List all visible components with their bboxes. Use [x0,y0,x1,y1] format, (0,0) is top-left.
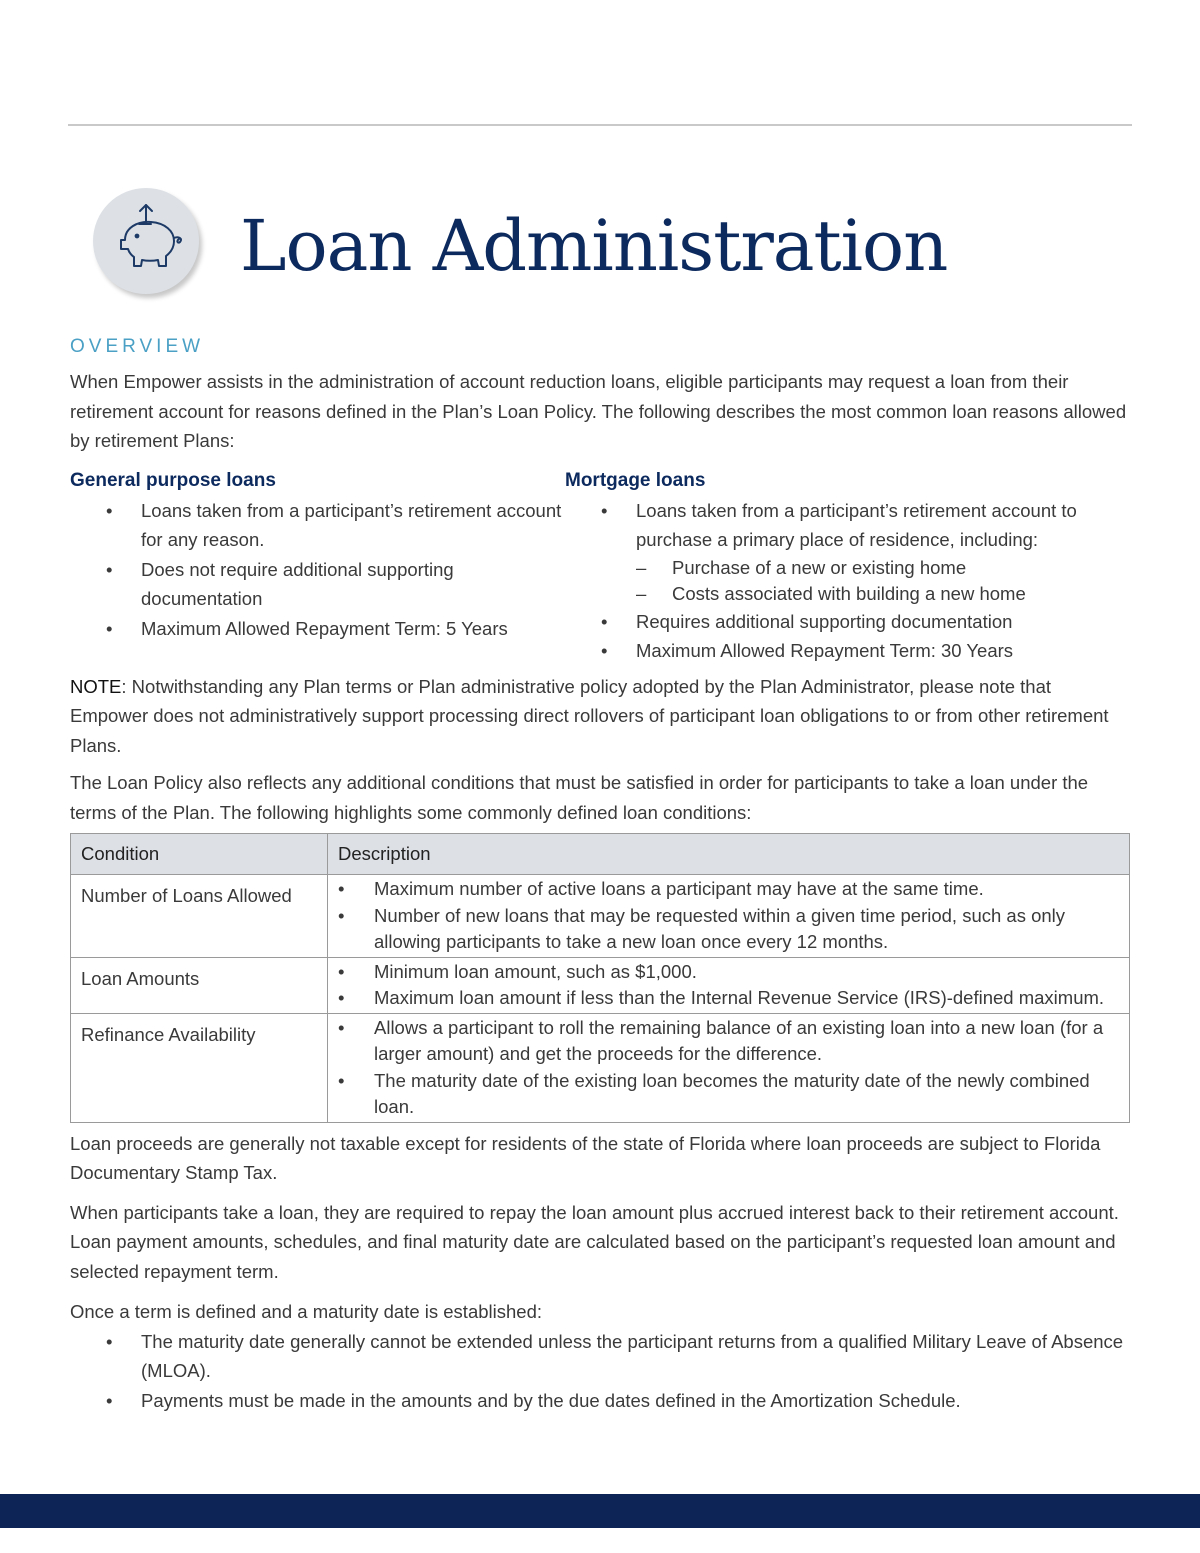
proceeds-paragraph: Loan proceeds are generally not taxable except for residents of the state of Florida where loan proceeds are subject to Florida Documentary Stamp Tax. [70,1132,1101,1183]
description-item: • Allows a participant to roll the remaining balance of an existing loan into a new loan (for a larger amount) and get the proceeds for the difference. [328,1015,1121,1068]
mortgage-list [565,496,1132,666]
description-list [328,959,1121,1012]
repayment-paragraph: When participants take a loan, they are required to repay the loan amount plus accrued interest back to their retirement account. Loan payment amounts, schedules, and final maturity date are calculated based on the participant’s requested loan amount and selected repayment term. [70,1201,1119,1282]
overview-heading: OVERVIEW [70,336,205,357]
list-item-text: Loans taken from a participant’s retirement account to purchase a primary place of residence, including: [636,499,1077,550]
description-list [328,876,1121,956]
footer-bar [0,1494,1200,1528]
general-purpose-heading: General purpose loans [70,469,276,491]
column-header-description: Description [328,834,1130,875]
overview-intro: When Empower assists in the administration of account reduction loans, eligible participants may request a loan from their retirement account for reasons defined in the Plan’s Loan Policy. The following describes the most common loan reasons allowed by retirement Plans: [70,371,1127,451]
list-item: • Payments must be made in the amounts and by the due dates defined in the Amortization Schedule. [70,1386,1132,1416]
note-paragraph [70,672,1132,761]
description-item: • Number of new loans that may be requested within a given time period, such as only allowing participants to take a new loan once every 12 months. [328,903,1121,956]
note-label: NOTE [70,675,122,697]
condition-cell: Loan Amounts [71,957,328,1013]
list-item [565,496,1132,607]
sub-list-item: – Purchase of a new or existing home [636,555,1132,581]
list-item: • The maturity date generally cannot be extended unless the participant returns from a qualified Military Leave of Absence (MLOA). [70,1327,1132,1386]
general-purpose-list [70,496,565,644]
piggy-bank-withdraw-icon [93,188,199,294]
list-item: • Does not require additional supporting documentation [70,555,565,614]
loan-types [70,466,1132,666]
table-row [71,957,1130,1013]
page-title: Loan Administration [240,205,948,287]
mortgage-sub-list [636,555,1132,607]
table-row [71,875,1130,958]
maturity-list [70,1327,1132,1416]
condition-cell: Refinance Availability [71,1013,328,1122]
mortgage-section [565,466,1132,666]
description-list [328,1015,1121,1121]
note-text: : Notwithstanding any Plan terms or Plan administrative policy adopted by the Plan Administrator, please note that Empower does not administratively support processing direct rollovers of participant loan obligations to or from other retirement Plans. [70,675,1109,756]
loan-policy-paragraph: The Loan Policy also reflects any additional conditions that must be satisfied in order for participants to take a loan under the terms of the Plan. The following highlights some commonly defined loan conditions: [70,772,1089,823]
list-item: • Maximum Allowed Repayment Term: 5 Years [70,614,565,644]
top-divider [68,124,1132,126]
description-item: • The maturity date of the existing loan becomes the maturity date of the newly combined loan. [328,1068,1121,1121]
description-cell [328,957,1130,1013]
mortgage-heading: Mortgage loans [565,469,706,491]
description-cell [328,1013,1130,1122]
list-item: • Maximum Allowed Repayment Term: 30 Years [565,636,1132,666]
list-item: • Requires additional supporting documentation [565,607,1132,637]
description-item: • Minimum loan amount, such as $1,000. [328,959,1121,986]
description-cell [328,875,1130,958]
condition-cell: Number of Loans Allowed [71,875,328,958]
description-item: • Maximum loan amount if less than the Internal Revenue Service (IRS)-defined maximum. [328,985,1121,1012]
table-row [71,1013,1130,1122]
maturity-intro: Once a term is defined and a maturity date is established: [70,1301,543,1322]
general-purpose-section [70,466,565,666]
column-header-condition: Condition [71,834,328,875]
sub-list-item: – Costs associated with building a new home [636,581,1132,607]
table-header-row [71,834,1130,875]
description-item: • Maximum number of active loans a participant may have at the same time. [328,876,1121,903]
document-body [70,334,1132,1415]
loan-conditions-table [70,833,1130,1123]
list-item: • Loans taken from a participant’s retirement account for any reason. [70,496,565,555]
